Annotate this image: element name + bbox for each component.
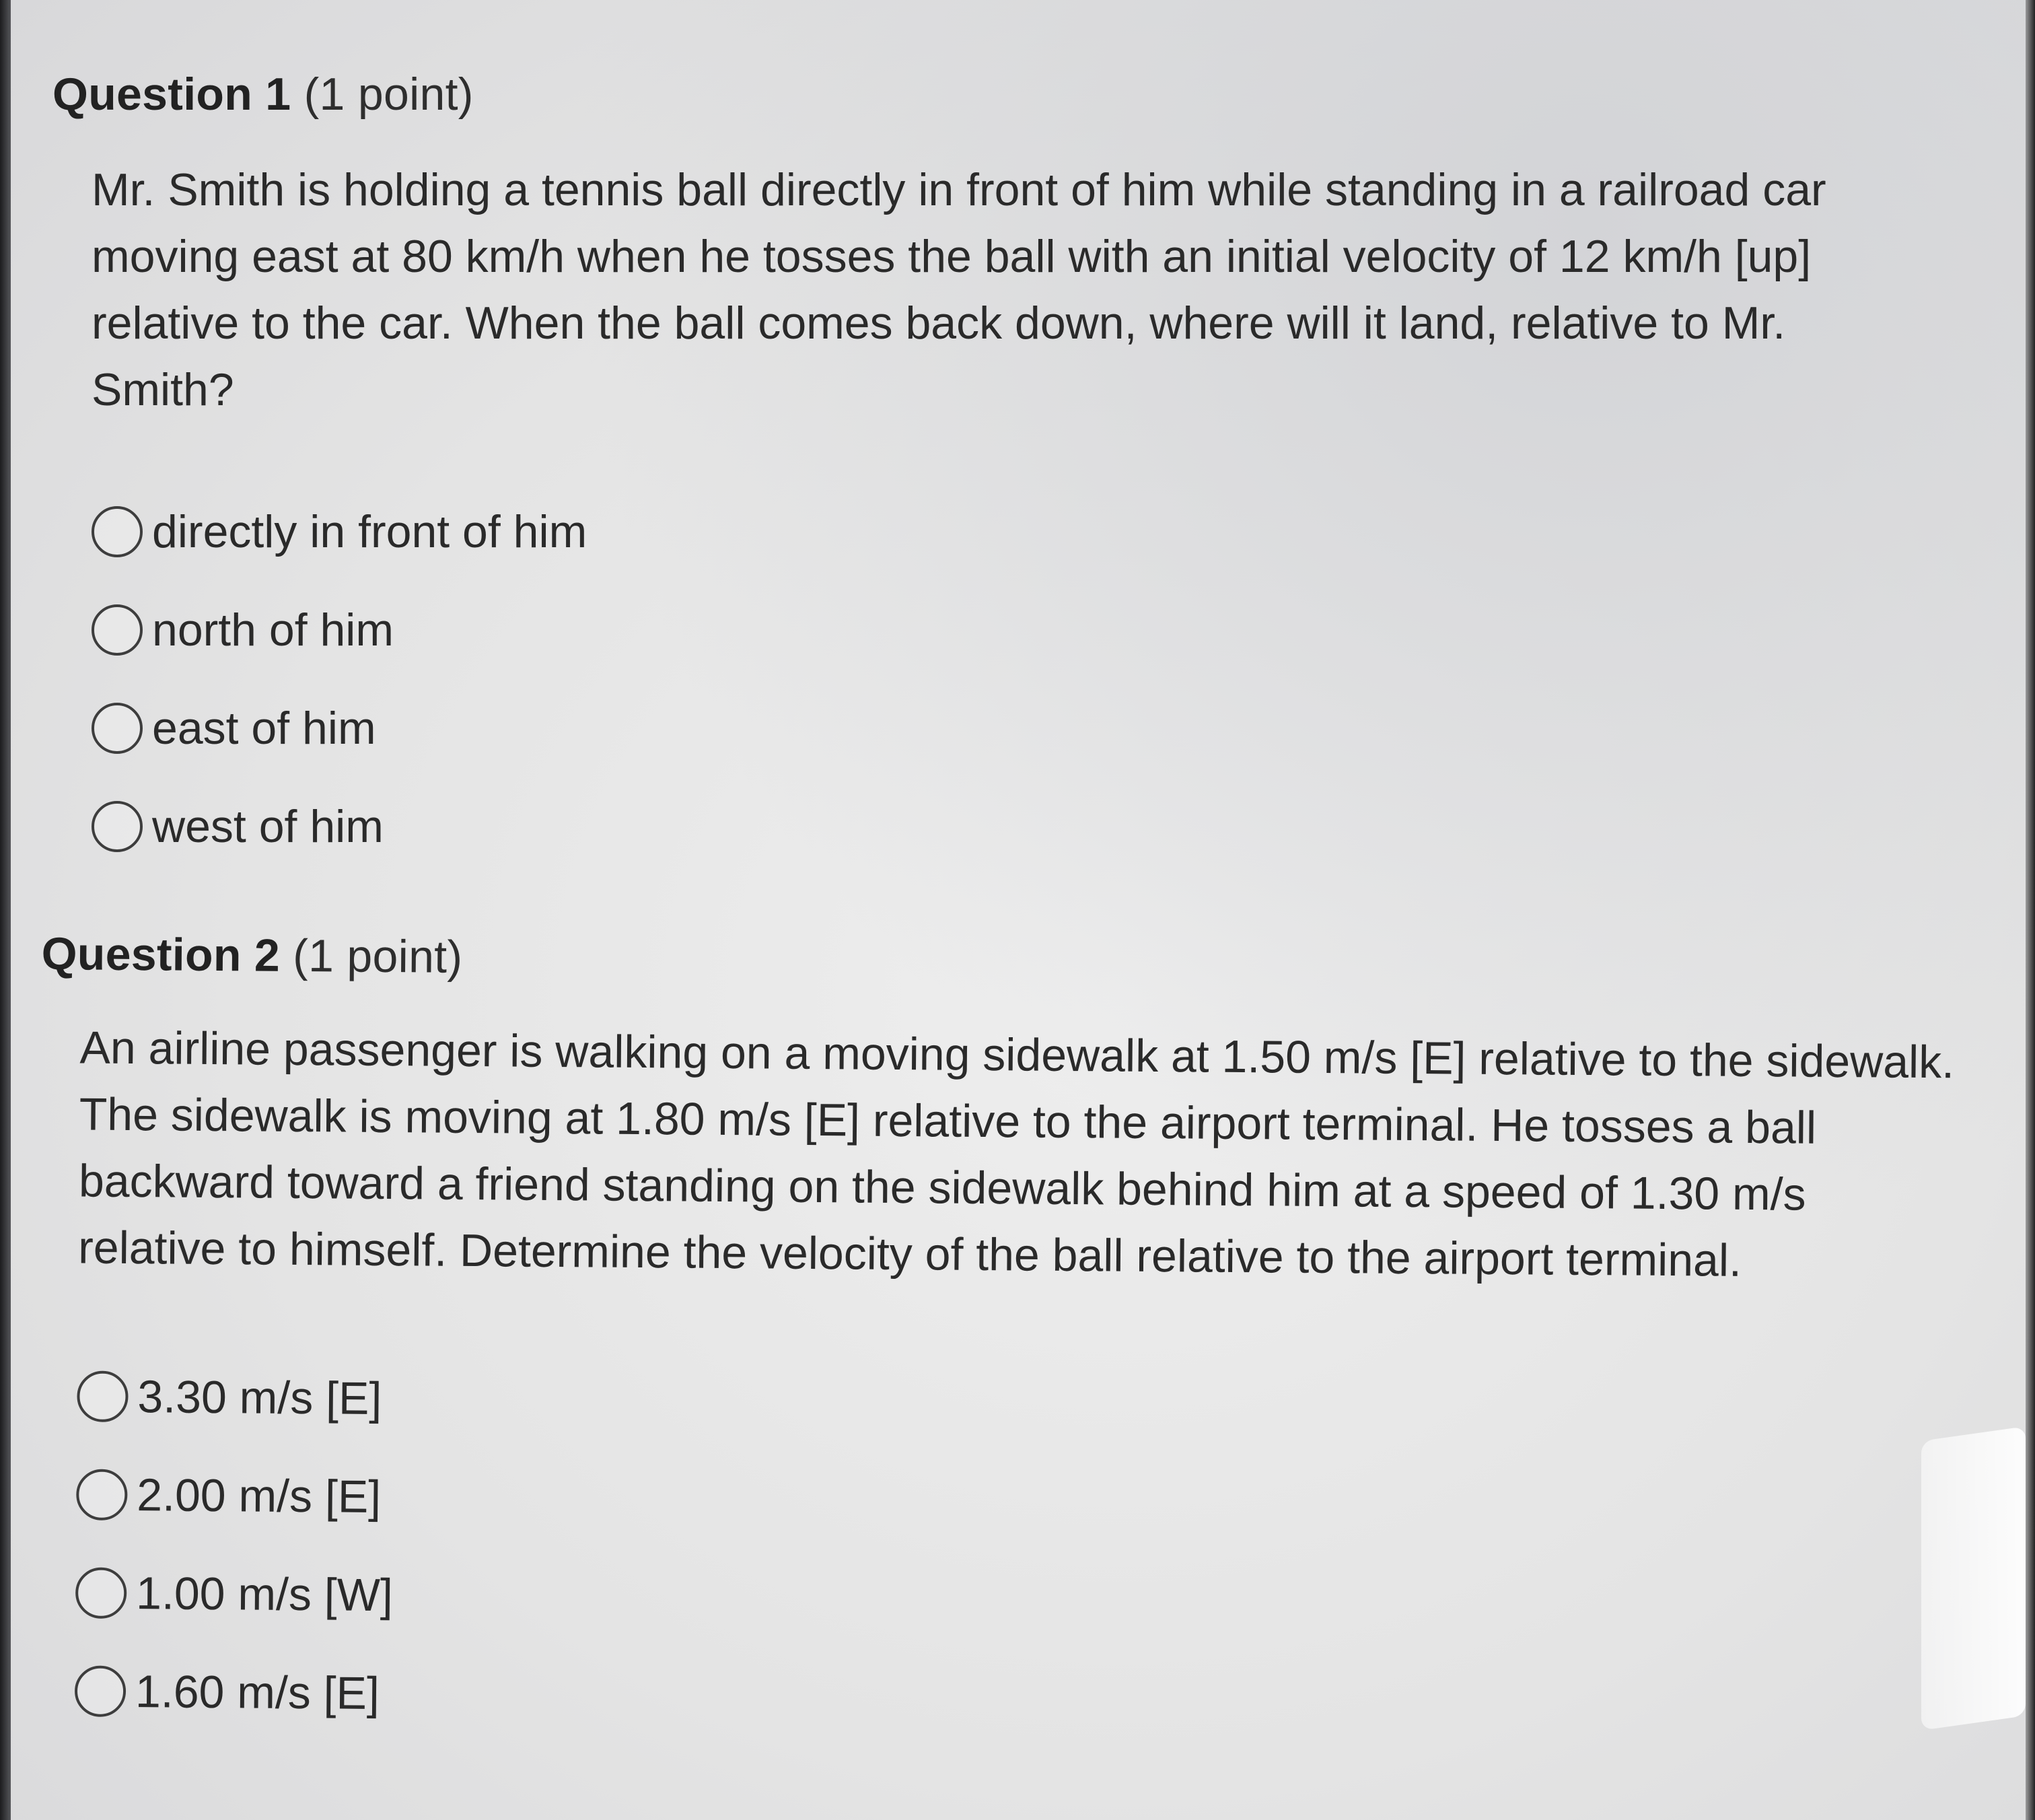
question-2-option-c[interactable]: [75, 1543, 1989, 1656]
question-1-option-b[interactable]: [92, 581, 2004, 679]
radio-button-icon[interactable]: [75, 1567, 127, 1619]
screen-bezel-right: [2026, 0, 2035, 1820]
option-label: 1.00 m/s [W]: [135, 1568, 394, 1621]
question-1-title: Question 1: [52, 69, 291, 120]
screen-bezel-left: [0, 0, 11, 1820]
question-2-option-b[interactable]: [76, 1445, 1989, 1558]
option-label: directly in front of him: [152, 506, 587, 557]
option-label: 3.30 m/s [E]: [137, 1371, 382, 1424]
question-1-text: Mr. Smith is holding a tennis ball directly in front of him while standing in a railroad car moving east at 80 km/h when he tosses the ball with an initial velocity of 12 km/h [up] relative to the car. When the ball comes back down, where will it land, relative to Mr. Smith?: [92, 164, 1826, 415]
radio-button-icon[interactable]: [92, 801, 143, 852]
radio-button-icon[interactable]: [76, 1469, 128, 1520]
option-label: west of him: [152, 801, 384, 852]
question-1-option-a[interactable]: [92, 483, 2004, 581]
question-2: [35, 923, 1993, 1755]
question-2-option-d[interactable]: [74, 1642, 1987, 1755]
option-label: north of him: [152, 604, 394, 656]
question-2-text: An airline passenger is walking on a moving sidewalk at 1.50 m/s [E] relative to the sidewalk. The sidewalk is moving at 1.80 m/s [E] relative to the airport terminal. He tosses a ball backward toward a friend standing on the sidewalk behind him at a speed of 1.30 m/s relative to himself. Determine the velocity of the ball relative to the airport terminal.: [77, 1022, 1955, 1286]
question-2-heading: [41, 923, 1993, 1000]
question-2-options: [74, 1347, 1989, 1755]
radio-button-icon[interactable]: [77, 1370, 129, 1422]
question-1-option-c[interactable]: [92, 679, 2004, 777]
question-1-option-d[interactable]: [92, 777, 2004, 876]
radio-button-icon[interactable]: [92, 506, 143, 557]
radio-button-icon[interactable]: [92, 604, 143, 656]
question-2-title: Question 2: [41, 928, 281, 981]
question-1-options: [92, 483, 2004, 876]
option-label: 1.60 m/s [E]: [135, 1666, 380, 1719]
question-1-heading: [52, 64, 2004, 125]
question-1: [52, 64, 2004, 876]
question-2-option-a[interactable]: [77, 1347, 1990, 1460]
radio-button-icon[interactable]: [75, 1665, 127, 1717]
question-2-points: (1 point): [292, 930, 463, 983]
question-1-points: (1 point): [304, 69, 474, 120]
option-label: east of him: [152, 703, 376, 754]
option-label: 2.00 m/s [E]: [137, 1469, 382, 1523]
radio-button-icon[interactable]: [92, 703, 143, 754]
